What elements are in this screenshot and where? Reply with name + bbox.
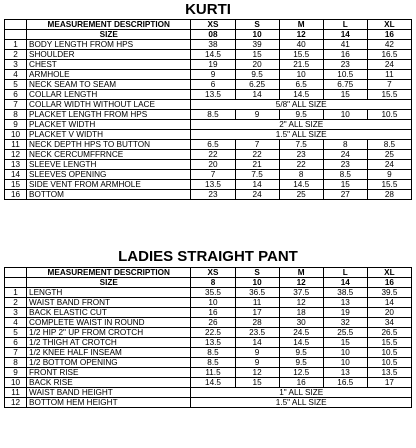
measurement-value: 24: [323, 150, 367, 160]
measurement-value: 14: [235, 90, 279, 100]
measurement-value: 22: [191, 150, 235, 160]
table-row: [5, 160, 412, 170]
row-description: SLEEVES OPENING: [27, 170, 191, 180]
size-name-header: L: [323, 268, 367, 278]
measurement-value: 30: [279, 318, 323, 328]
table-row: [5, 190, 412, 200]
measurement-value: 15: [235, 378, 279, 388]
row-description: BOTTOM: [27, 190, 191, 200]
measurement-value: 26: [191, 318, 235, 328]
header-blank-cell: [5, 268, 27, 278]
measurement-value: 14.5: [191, 378, 235, 388]
size-number-header: 8: [191, 278, 235, 288]
measurement-value: 41: [323, 40, 367, 50]
measurement-value: 10.5: [367, 358, 411, 368]
row-number: 5: [5, 328, 27, 338]
measurement-value: 16.5: [367, 50, 411, 60]
table-row: [5, 378, 412, 388]
kurti-spec-table: [4, 19, 412, 200]
measurement-value: 6.5: [191, 140, 235, 150]
measurement-value: 14: [367, 298, 411, 308]
measurement-value: 16.5: [323, 378, 367, 388]
measurement-value: 10: [279, 70, 323, 80]
size-name-header: XS: [191, 268, 235, 278]
measurement-value: 23.5: [235, 328, 279, 338]
size-number-header: 14: [323, 278, 367, 288]
measurement-value: 12: [279, 298, 323, 308]
row-description: SHOULDER: [27, 50, 191, 60]
row-description: CHEST: [27, 60, 191, 70]
measurement-value: 9.5: [279, 348, 323, 358]
row-number: 12: [5, 150, 27, 160]
table-row: [5, 348, 412, 358]
row-description: COLLAR LENGTH: [27, 90, 191, 100]
measurement-value: 40: [279, 40, 323, 50]
measurement-value: 42: [367, 40, 411, 50]
measurement-value: 8.5: [191, 110, 235, 120]
measurement-value: 38: [191, 40, 235, 50]
measurement-value: 9.5: [235, 70, 279, 80]
measurement-value: 28: [367, 190, 411, 200]
table-row: [5, 80, 412, 90]
measurement-value: 22: [279, 160, 323, 170]
measurement-value: 10.5: [367, 110, 411, 120]
row-number: 2: [5, 50, 27, 60]
measurement-value: 8: [279, 170, 323, 180]
measurement-value: 17: [235, 308, 279, 318]
size-blank-cell: [5, 278, 27, 288]
size-name-header: XL: [367, 20, 411, 30]
row-number: 6: [5, 90, 27, 100]
measurement-value: 15.5: [367, 180, 411, 190]
row-description: NECK DEPTH HPS TO BUTTON: [27, 140, 191, 150]
measurement-value: 25.5: [323, 328, 367, 338]
pant-title: LADIES STRAIGHT PANT: [118, 248, 298, 265]
row-description: BOTTOM HEM HEIGHT: [27, 398, 191, 408]
measurement-value: 24.5: [279, 328, 323, 338]
measurement-value: 13.5: [191, 90, 235, 100]
header-row: [5, 20, 412, 30]
measurement-value: 6.75: [323, 80, 367, 90]
size-number-header: 08: [191, 30, 235, 40]
row-description: SLEEVE LENGTH: [27, 160, 191, 170]
measurement-value: 14.5: [279, 90, 323, 100]
size-row: [5, 30, 412, 40]
header-row: [5, 268, 412, 278]
measurement-value: 24: [235, 190, 279, 200]
row-description: FRONT RISE: [27, 368, 191, 378]
row-description: 1/2 KNEE HALF INSEAM: [27, 348, 191, 358]
row-number: 14: [5, 170, 27, 180]
measurement-value: 14.5: [279, 338, 323, 348]
table-row: [5, 120, 412, 130]
measurement-value: 13: [323, 368, 367, 378]
table-row: [5, 70, 412, 80]
row-description: SIDE VENT FROM ARMHOLE: [27, 180, 191, 190]
measurement-value: 15.5: [279, 50, 323, 60]
measurement-value: 20: [235, 60, 279, 70]
measurement-value: 14.5: [191, 50, 235, 60]
measurement-value: 15: [323, 180, 367, 190]
measurement-value: 13.5: [191, 180, 235, 190]
row-number: 15: [5, 180, 27, 190]
all-size-value: 2" ALL SIZE: [191, 120, 412, 130]
row-number: 9: [5, 368, 27, 378]
measurement-value: 28: [235, 318, 279, 328]
measurement-value: 36.5: [235, 288, 279, 298]
size-row: [5, 278, 412, 288]
table-row: [5, 388, 412, 398]
measurement-value: 10: [323, 110, 367, 120]
measurement-value: 15.5: [367, 90, 411, 100]
measurement-value: 21: [235, 160, 279, 170]
row-description: PLACKET V WIDTH: [27, 130, 191, 140]
measurement-value: 24: [367, 60, 411, 70]
size-number-header: 10: [235, 278, 279, 288]
measurement-value: 23: [191, 190, 235, 200]
table-row: [5, 150, 412, 160]
measurement-value: 14: [235, 180, 279, 190]
size-number-header: 10: [235, 30, 279, 40]
measurement-value: 20: [191, 160, 235, 170]
measurement-value: 11: [367, 70, 411, 80]
row-number: 4: [5, 318, 27, 328]
measurement-value: 9.5: [279, 358, 323, 368]
table-row: [5, 288, 412, 298]
row-number: 8: [5, 110, 27, 120]
measurement-value: 7.5: [235, 170, 279, 180]
row-description: WAIST BAND FRONT: [27, 298, 191, 308]
kurti-title: KURTI: [185, 1, 231, 18]
measurement-value: 23: [279, 150, 323, 160]
row-number: 10: [5, 378, 27, 388]
measurement-value: 13.5: [191, 338, 235, 348]
measurement-value: 6: [191, 80, 235, 90]
row-number: 1: [5, 288, 27, 298]
measurement-value: 6.5: [279, 80, 323, 90]
measurement-value: 16: [191, 308, 235, 318]
table-row: [5, 318, 412, 328]
table-row: [5, 40, 412, 50]
size-number-header: 12: [279, 278, 323, 288]
row-number: 10: [5, 130, 27, 140]
measurement-value: 39.5: [367, 288, 411, 298]
row-description: ARMHOLE: [27, 70, 191, 80]
measurement-value: 10.5: [367, 348, 411, 358]
measurement-value: 23: [323, 160, 367, 170]
table-row: [5, 110, 412, 120]
size-number-header: 14: [323, 30, 367, 40]
measurement-value: 11.5: [191, 368, 235, 378]
measurement-value: 8.5: [191, 348, 235, 358]
measurement-value: 25: [279, 190, 323, 200]
measurement-value: 39: [235, 40, 279, 50]
measurement-value: 14.5: [279, 180, 323, 190]
measurement-value: 7: [367, 80, 411, 90]
table-row: [5, 298, 412, 308]
size-blank-cell: [5, 30, 27, 40]
row-number: 7: [5, 100, 27, 110]
table-row: [5, 140, 412, 150]
row-description: PLACKET LENGTH FROM HPS: [27, 110, 191, 120]
row-description: WAIST BAND HEIGHT: [27, 388, 191, 398]
measurement-value: 7: [191, 170, 235, 180]
row-number: 3: [5, 60, 27, 70]
measurement-description-header: MEASUREMENT DESCRIPTION: [27, 20, 191, 30]
row-number: 8: [5, 358, 27, 368]
size-number-header: 16: [367, 30, 411, 40]
table-row: [5, 170, 412, 180]
measurement-value: 22.5: [191, 328, 235, 338]
size-number-header: 16: [367, 278, 411, 288]
measurement-value: 38.5: [323, 288, 367, 298]
size-name-header: L: [323, 20, 367, 30]
measurement-value: 15.5: [367, 338, 411, 348]
measurement-value: 23: [323, 60, 367, 70]
measurement-value: 16: [279, 378, 323, 388]
row-number: 6: [5, 338, 27, 348]
table-row: [5, 50, 412, 60]
table-row: [5, 130, 412, 140]
all-size-value: 5/8" ALL SIZE: [191, 100, 412, 110]
row-number: 1: [5, 40, 27, 50]
row-number: 11: [5, 140, 27, 150]
row-description: COMPLETE WAIST IN ROUND: [27, 318, 191, 328]
size-name-header: XL: [367, 268, 411, 278]
measurement-value: 10: [323, 348, 367, 358]
table-row: [5, 100, 412, 110]
row-number: 5: [5, 80, 27, 90]
measurement-value: 9: [367, 170, 411, 180]
measurement-value: 26.5: [367, 328, 411, 338]
size-name-header: M: [279, 268, 323, 278]
row-description: LENGTH: [27, 288, 191, 298]
measurement-value: 9: [191, 70, 235, 80]
measurement-value: 10.5: [323, 70, 367, 80]
measurement-value: 8.5: [367, 140, 411, 150]
table-row: [5, 358, 412, 368]
table-row: [5, 90, 412, 100]
size-name-header: S: [235, 20, 279, 30]
table-row: [5, 398, 412, 408]
pant-spec-table: [4, 267, 412, 408]
header-blank-cell: [5, 20, 27, 30]
measurement-value: 13.5: [367, 368, 411, 378]
measurement-value: 27: [323, 190, 367, 200]
row-number: 13: [5, 160, 27, 170]
measurement-value: 7.5: [279, 140, 323, 150]
measurement-value: 9: [235, 358, 279, 368]
size-number-header: 12: [279, 30, 323, 40]
row-number: 3: [5, 308, 27, 318]
row-number: 11: [5, 388, 27, 398]
row-number: 2: [5, 298, 27, 308]
size-name-header: M: [279, 20, 323, 30]
measurement-value: 20: [367, 308, 411, 318]
row-number: 7: [5, 348, 27, 358]
row-description: BACK ELASTIC CUT: [27, 308, 191, 318]
measurement-value: 9.5: [279, 110, 323, 120]
row-number: 4: [5, 70, 27, 80]
all-size-value: 1.5" ALL SIZE: [191, 130, 412, 140]
measurement-value: 9: [235, 348, 279, 358]
row-number: 16: [5, 190, 27, 200]
measurement-value: 19: [191, 60, 235, 70]
measurement-value: 19: [323, 308, 367, 318]
table-row: [5, 338, 412, 348]
table-row: [5, 308, 412, 318]
size-name-header: XS: [191, 20, 235, 30]
row-description: 1/2 HIP 2" UP FROM CROTCH: [27, 328, 191, 338]
measurement-value: 34: [367, 318, 411, 328]
measurement-value: 22: [235, 150, 279, 160]
table-row: [5, 180, 412, 190]
row-description: BACK RISE: [27, 378, 191, 388]
table-row: [5, 60, 412, 70]
table-row: [5, 368, 412, 378]
row-number: 12: [5, 398, 27, 408]
measurement-value: 11: [235, 298, 279, 308]
row-description: 1/2 THIGH AT CROTCH: [27, 338, 191, 348]
measurement-value: 17: [367, 378, 411, 388]
measurement-value: 12: [235, 368, 279, 378]
all-size-value: 1.5" ALL SIZE: [191, 398, 412, 408]
row-description: BODY LENGTH FROM HPS: [27, 40, 191, 50]
measurement-value: 14: [235, 338, 279, 348]
measurement-value: 13: [323, 298, 367, 308]
measurement-value: 12.5: [279, 368, 323, 378]
row-description: NECK CERCUMFFRNCE: [27, 150, 191, 160]
measurement-value: 8.5: [323, 170, 367, 180]
size-label: SIZE: [27, 30, 191, 40]
row-description: PLACKET WIDTH: [27, 120, 191, 130]
measurement-value: 25: [367, 150, 411, 160]
measurement-value: 8: [323, 140, 367, 150]
row-description: COLLAR WIDTH WITHOUT LACE: [27, 100, 191, 110]
measurement-description-header: MEASUREMENT DESCRIPTION: [27, 268, 191, 278]
row-description: NECK SEAM TO SEAM: [27, 80, 191, 90]
measurement-value: 18: [279, 308, 323, 318]
measurement-value: 9: [235, 110, 279, 120]
table-row: [5, 328, 412, 338]
size-name-header: S: [235, 268, 279, 278]
measurement-value: 10: [191, 298, 235, 308]
measurement-value: 32: [323, 318, 367, 328]
measurement-value: 8.5: [191, 358, 235, 368]
measurement-value: 35.5: [191, 288, 235, 298]
measurement-value: 7: [235, 140, 279, 150]
measurement-value: 37.5: [279, 288, 323, 298]
measurement-value: 15: [323, 338, 367, 348]
row-number: 9: [5, 120, 27, 130]
measurement-value: 24: [367, 160, 411, 170]
row-description: 1/2 BOTTOM OPENING: [27, 358, 191, 368]
measurement-value: 15: [323, 90, 367, 100]
measurement-value: 10: [323, 358, 367, 368]
measurement-value: 16: [323, 50, 367, 60]
measurement-value: 15: [235, 50, 279, 60]
size-label: SIZE: [27, 278, 191, 288]
all-size-value: 1" ALL SIZE: [191, 388, 412, 398]
measurement-value: 6.25: [235, 80, 279, 90]
measurement-value: 21.5: [279, 60, 323, 70]
